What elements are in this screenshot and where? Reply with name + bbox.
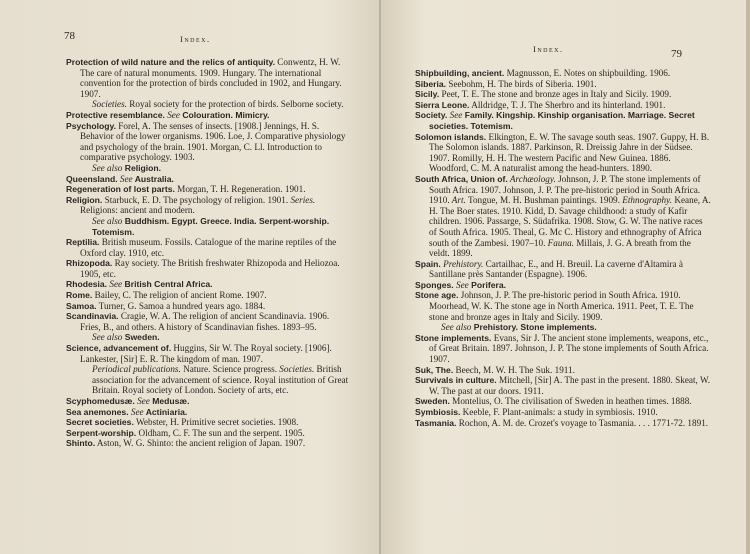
page-header: Index. xyxy=(180,34,211,44)
entry-crossref: Religion. xyxy=(122,162,162,173)
index-entry xyxy=(415,79,712,90)
index-entry xyxy=(415,375,712,396)
entry-term: Shinto. xyxy=(66,438,96,449)
index-entry xyxy=(415,89,712,100)
entry-text: Montelius, O. The civilisation of Sweden in heathen times. 1888. xyxy=(449,396,692,407)
entry-term: Rhizopoda. xyxy=(66,258,113,269)
entry-term: Rhodesia. xyxy=(66,279,108,290)
entry-text: Rochon, A. M. de. Crozet's voyage to Tasmania. . . . 1771-72. 1891. xyxy=(456,417,709,428)
entry-term: Sierra Leone. xyxy=(415,99,470,110)
entry-text: Turner, G. Samoa a hundred years ago. 1884. xyxy=(96,300,266,311)
entry-term: Science, advancement of. xyxy=(66,343,172,354)
index-subentry xyxy=(415,322,712,333)
entry-qualifier: See also xyxy=(92,215,123,226)
index-subentry xyxy=(66,332,349,343)
entry-text: Nature. Science progress. xyxy=(180,364,277,375)
index-entry xyxy=(415,396,712,407)
entry-term: South Africa, Union of. xyxy=(415,173,508,184)
entry-term: Rome. xyxy=(66,290,93,301)
entry-crossref: Sweden. xyxy=(122,332,160,343)
entry-text: Oldham, C. F. The sun and the serpent. 1905. xyxy=(136,427,305,438)
entry-qualifier: See also xyxy=(441,322,472,333)
entry-text: Mitchell, [Sir] A. The past in the present. 1880. Skeat, W. W. The past at our doors. 1911. xyxy=(429,375,711,396)
index-entry xyxy=(66,428,349,439)
entry-qualifier: Societies. xyxy=(277,364,315,375)
entry-qualifier: See xyxy=(164,109,180,120)
entry-qualifier: See also xyxy=(92,162,123,173)
entry-crossref: Colouration. Mimicry. xyxy=(179,109,270,120)
entry-crossref: British Central Africa. xyxy=(122,279,213,290)
index-entry xyxy=(415,280,712,291)
index-entries xyxy=(415,68,712,428)
entry-qualifier: See xyxy=(134,396,150,406)
entry-text: Huggins, Sir W. The Royal society. [1906]. Lankester, [Sir] E. R. The kingdom of man. 1907. xyxy=(80,343,332,364)
index-entry xyxy=(66,121,349,163)
entry-term: Survivals in culture. xyxy=(415,375,497,386)
page-header: Index. xyxy=(533,44,564,54)
entry-qualifier: Ethnography. xyxy=(619,195,673,206)
entry-text: British association for the advancement of science. Royal institution of Great Britain. Royal society of London. Society of arts, etc. xyxy=(92,364,349,396)
entry-text: Keane, A. H. The Boer states. 1910. Kidd, D. Savage childhood: a study of Kafir children. 1906. Passarge, S. Südafrika. 1908. Stow, G. W. The native races of South Africa. 1905. Theal, G. Mc C. History and ethnography of Africa south of the Zambesi. 1907–10. xyxy=(429,195,711,248)
index-entry xyxy=(66,343,349,364)
index-entry xyxy=(415,365,712,376)
entry-term: Sea anemones. xyxy=(66,406,129,417)
index-entry xyxy=(66,57,349,99)
entry-crossref: Porifera. xyxy=(468,279,506,290)
entry-term: Shipbuilding, ancient. xyxy=(415,68,505,78)
index-entry xyxy=(415,132,712,174)
right-page xyxy=(381,0,750,554)
entry-crossref: Australia. xyxy=(132,173,174,184)
entry-text: Peet, T. E. The stone and bronze ages in Italy and Sicily. 1909. xyxy=(439,89,672,100)
entry-text: Webster, H. Primitive secret societies. 1908. xyxy=(133,417,299,428)
index-entry xyxy=(66,237,349,258)
entry-text: Alldridge, T. J. The Sherbro and its hinterland. 1901. xyxy=(469,99,666,110)
entry-term: Symbiosis. xyxy=(415,407,461,417)
entry-term: Solomon islands. xyxy=(415,131,487,142)
entry-term: Suk, The. xyxy=(415,364,454,375)
entry-term: Secret societies. xyxy=(66,417,134,428)
entry-term: Protective resemblance. xyxy=(66,109,165,120)
index-entry xyxy=(66,407,349,418)
entry-crossref: Family. Kingship. Kinship organisation. Marriage. Secret societies. Totemism. xyxy=(429,110,695,131)
entry-qualifier: Societies. xyxy=(92,99,127,110)
entry-qualifier: See also xyxy=(92,332,123,343)
index-entry xyxy=(66,174,349,185)
entry-term: Scyphomedusæ. xyxy=(66,396,135,406)
index-entry xyxy=(415,333,712,365)
entry-term: Sweden. xyxy=(415,396,450,407)
index-entry xyxy=(415,259,712,280)
entry-term: Scandinavia. xyxy=(66,311,119,322)
entry-term: Serpent-worship. xyxy=(66,427,137,438)
entry-text: Evans, Sir J. The ancient stone implements, weapons, etc., of Great Britain. 1897. Johnson, J. P. The stone implements of South Africa. 1907. xyxy=(429,332,709,365)
entry-text: Keeble, F. Plant-animals: a study in symbiosis. 1910. xyxy=(460,407,658,417)
index-entries xyxy=(66,57,349,449)
entry-text: Seebohm, H. The birds of Siberia. 1901. xyxy=(446,78,597,89)
entry-text: Aston, W. G. Shinto: the ancient religion of Japan. 1907. xyxy=(95,438,306,449)
entry-qualifier: Prehistory. xyxy=(440,258,484,269)
index-entry xyxy=(66,290,349,301)
index-entry xyxy=(66,396,349,407)
entry-qualifier: Archæology. xyxy=(507,173,556,184)
entry-crossref: Medusæ. xyxy=(149,396,190,406)
entry-qualifier: See xyxy=(117,173,133,184)
index-subentry xyxy=(66,364,349,396)
index-entry xyxy=(66,184,349,195)
index-subentry xyxy=(66,216,349,237)
entry-term: Queensland. xyxy=(66,173,118,184)
index-subentry xyxy=(66,163,349,174)
index-entry xyxy=(415,418,712,429)
entry-qualifier: See xyxy=(128,406,144,417)
entry-text: Beech, M. W. H. The Suk. 1911. xyxy=(453,364,575,375)
index-entry xyxy=(66,301,349,312)
index-entry xyxy=(66,311,349,332)
entry-term: Siberia. xyxy=(415,78,447,89)
index-entry xyxy=(415,100,712,111)
entry-text: Johnson, J. P. The pre-historic period in South Africa. 1910. Moorhead, W. K. The stone age in North America. 1911. Peet, T. E. The stone and bronze ages in Italy and Sicily. 1909. xyxy=(429,290,694,322)
index-subentry xyxy=(66,99,349,110)
index-entry xyxy=(415,174,712,259)
entry-term: Stone age. xyxy=(415,290,459,301)
entry-qualifier: Periodical publications. xyxy=(92,364,181,375)
index-entry xyxy=(66,438,349,449)
index-entry xyxy=(66,417,349,428)
entry-term: Society. xyxy=(415,110,448,121)
entry-text: Johnson, J. P. The stone implements of South Africa. 1907. Johnson, J. P. The pre-historic period in South Africa. 1910. xyxy=(429,173,701,206)
index-entry xyxy=(66,110,349,121)
entry-text: Cragie, W. A. The religion of ancient Scandinavia. 1906. Fries, B., and others. A history of Scandinavian fishes. 1893–95. xyxy=(80,311,330,332)
entry-term: Regeneration of lost parts. xyxy=(66,184,175,195)
entry-text: Forel, A. The senses of insects. [1908.] Jennings, H. S. Behavior of the lower organisms. 1906. Loe, J. Comparative physiology and psychology of the brain. 1901. Morgan, C. Ll. Introduction to comparative psychology. 1903. xyxy=(80,120,346,163)
entry-text: Tongue, M. H. Bushman paintings. 1909. xyxy=(465,195,620,206)
entry-text: Ray society. The British freshwater Rhizopoda and Heliozoa. 1905, etc. xyxy=(80,258,340,279)
index-entry xyxy=(66,195,349,216)
entry-text: Royal society for the protection of birds. Selborne society. xyxy=(126,99,344,110)
entry-crossref: Prehistory. Stone implements. xyxy=(471,322,597,333)
entry-qualifier: See xyxy=(107,279,123,290)
entry-term: Reptilia. xyxy=(66,237,100,248)
page-number: 79 xyxy=(671,48,682,60)
index-entry xyxy=(66,258,349,279)
index-entry xyxy=(415,290,712,322)
index-entry xyxy=(415,110,712,131)
entry-crossref: Actiniaria. xyxy=(143,406,188,417)
entry-text: Magnusson, E. Notes on shipbuilding. 1906. xyxy=(504,68,671,78)
index-entry xyxy=(66,279,349,290)
entry-term: Sponges. xyxy=(415,279,454,290)
entry-text: Bailey, C. The religion of ancient Rome. 1907. xyxy=(92,290,267,301)
entry-text: British museum. Fossils. Catalogue of the marine reptiles of the Oxford clay. 1910, etc. xyxy=(80,237,337,258)
entry-term: Religion. xyxy=(66,194,103,205)
page-number: 78 xyxy=(64,30,75,42)
entry-qualifier: See xyxy=(453,279,469,290)
entry-qualifier: See xyxy=(447,110,463,121)
entry-term: Stone implements. xyxy=(415,332,492,343)
entry-text: Religions: ancient and modern. xyxy=(80,205,195,216)
entry-term: Tasmania. xyxy=(415,417,457,428)
entry-text: Millais, J. G. A breath from the veldt. 1899. xyxy=(429,237,691,259)
entry-term: Protection of wild nature and the relics of antiquity. xyxy=(66,57,275,67)
entry-term: Psychology. xyxy=(66,120,116,131)
index-entry xyxy=(415,68,712,79)
entry-qualifier: Art. xyxy=(449,195,466,206)
entry-text: Cartailhac, E., and H. Breuil. La caverne d'Altamira à Santillane près Santander (Espagne). 1906. xyxy=(429,258,683,280)
page-edge xyxy=(746,0,750,554)
entry-qualifier: Fauna. xyxy=(545,237,574,248)
index-entry xyxy=(415,407,712,418)
entry-text: Starbuck, E. D. The psychology of religion. 1901. xyxy=(102,194,289,205)
entry-text: Morgan, T. H. Regeneration. 1901. xyxy=(174,184,306,195)
entry-qualifier: Series. xyxy=(288,194,316,205)
entry-text: Conwentz, H. W. The care of natural monuments. 1909. Hungary. The international convention for the protection of birds concluded in 1902, and Hungary. 1907. xyxy=(80,57,342,99)
entry-crossref: Buddhism. Egypt. Greece. India. Serpent-worship. Totemism. xyxy=(92,215,330,237)
entry-term: Spain. xyxy=(415,258,441,269)
entry-term: Sicily. xyxy=(415,89,440,100)
entry-text: Elkington, E. W. The savage south seas. 1907. Guppy, H. B. The Solomon islands. 1887. Parkinson, R. Dreissig Jahre in der Südsee. 1907. Romilly, H. H. The western Pacific and New Guinea. 1886. Woodford, C. M. A naturalist among the head-hunters. 1890. xyxy=(429,131,710,174)
entry-term: Samoa. xyxy=(66,300,97,311)
